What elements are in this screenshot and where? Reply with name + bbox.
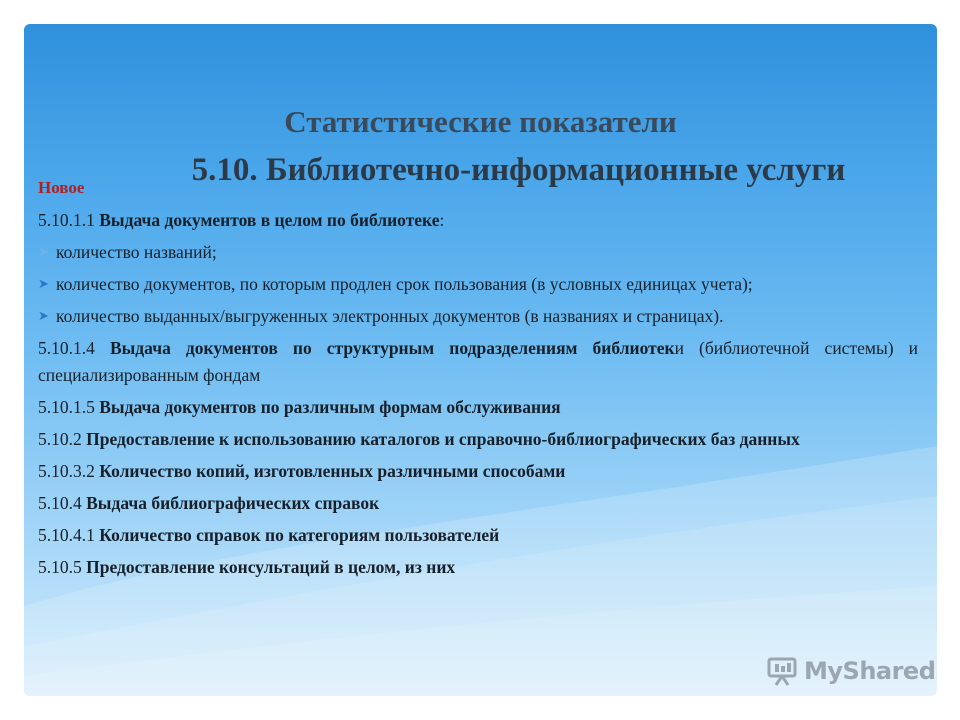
item-number: 5.10.1.5 [38, 397, 100, 417]
item-5-10-1-1 [38, 207, 918, 234]
new-label: Новое [38, 178, 85, 197]
item-5-10-4 [38, 490, 918, 517]
item-title: Выдача документов в целом по библиотеке [99, 210, 440, 230]
item-5-10-5 [38, 554, 918, 581]
bullet-item [38, 271, 918, 298]
item-5-10-4-1 [38, 522, 918, 549]
item-number: 5.10.5 [38, 557, 87, 577]
bullet-item [38, 239, 918, 266]
watermark [766, 656, 935, 686]
bullet-text: количество выданных/выгруженных электронных документов (в названиях и страницах). [56, 306, 724, 326]
bullet-item [38, 303, 918, 330]
item-5-10-1-5 [38, 394, 918, 421]
item-5-10-3-2 [38, 458, 918, 485]
item-number: 5.10.4.1 [38, 525, 100, 545]
item-number: 5.10.4 [38, 493, 87, 513]
slide-title-line1: Статистические показатели [284, 104, 677, 139]
bullet-text: количество документов, по которым продлен срок пользования (в условных единицах учета); [56, 274, 753, 294]
item-5-10-1-4 [38, 335, 918, 389]
item-title: Количество справок по категориям пользователей [99, 525, 500, 545]
bullet-text: количество названий; [56, 242, 217, 262]
item-suffix: и (библиотечной системы) и специализированным фондам [38, 338, 918, 385]
item-number: 5.10.3.2 [38, 461, 100, 481]
arrow-bullet-icon: ➤ [38, 245, 49, 260]
item-number: 5.10.2 [38, 429, 87, 449]
item-title: Выдача документов по структурным подразделениям библиотек [109, 338, 675, 358]
item-number: 5.10.1.1 [38, 210, 100, 230]
presentation-icon [766, 656, 798, 686]
slide-title-line2: 5.10. Библиотечно-информационные услуги [191, 152, 846, 188]
item-title: Количество копий, изготовленных различными способами [99, 461, 566, 481]
item-number: 5.10.1.4 [38, 338, 110, 358]
slide [24, 24, 937, 696]
item-title: Выдача документов по различным формам обслуживания [99, 397, 561, 417]
item-title: Предоставление к использованию каталогов и справочно-библиографических баз данных [86, 429, 800, 449]
watermark-text: MyShared [804, 657, 936, 685]
arrow-bullet-icon: ➤ [38, 277, 49, 292]
item-title: Предоставление консультаций в целом, из них [86, 557, 456, 577]
content-list [38, 207, 918, 586]
arrow-bullet-icon: ➤ [38, 309, 49, 324]
item-title: Выдача библиографических справок [86, 493, 380, 513]
item-5-10-2 [38, 426, 918, 453]
item-suffix: : [439, 210, 445, 230]
